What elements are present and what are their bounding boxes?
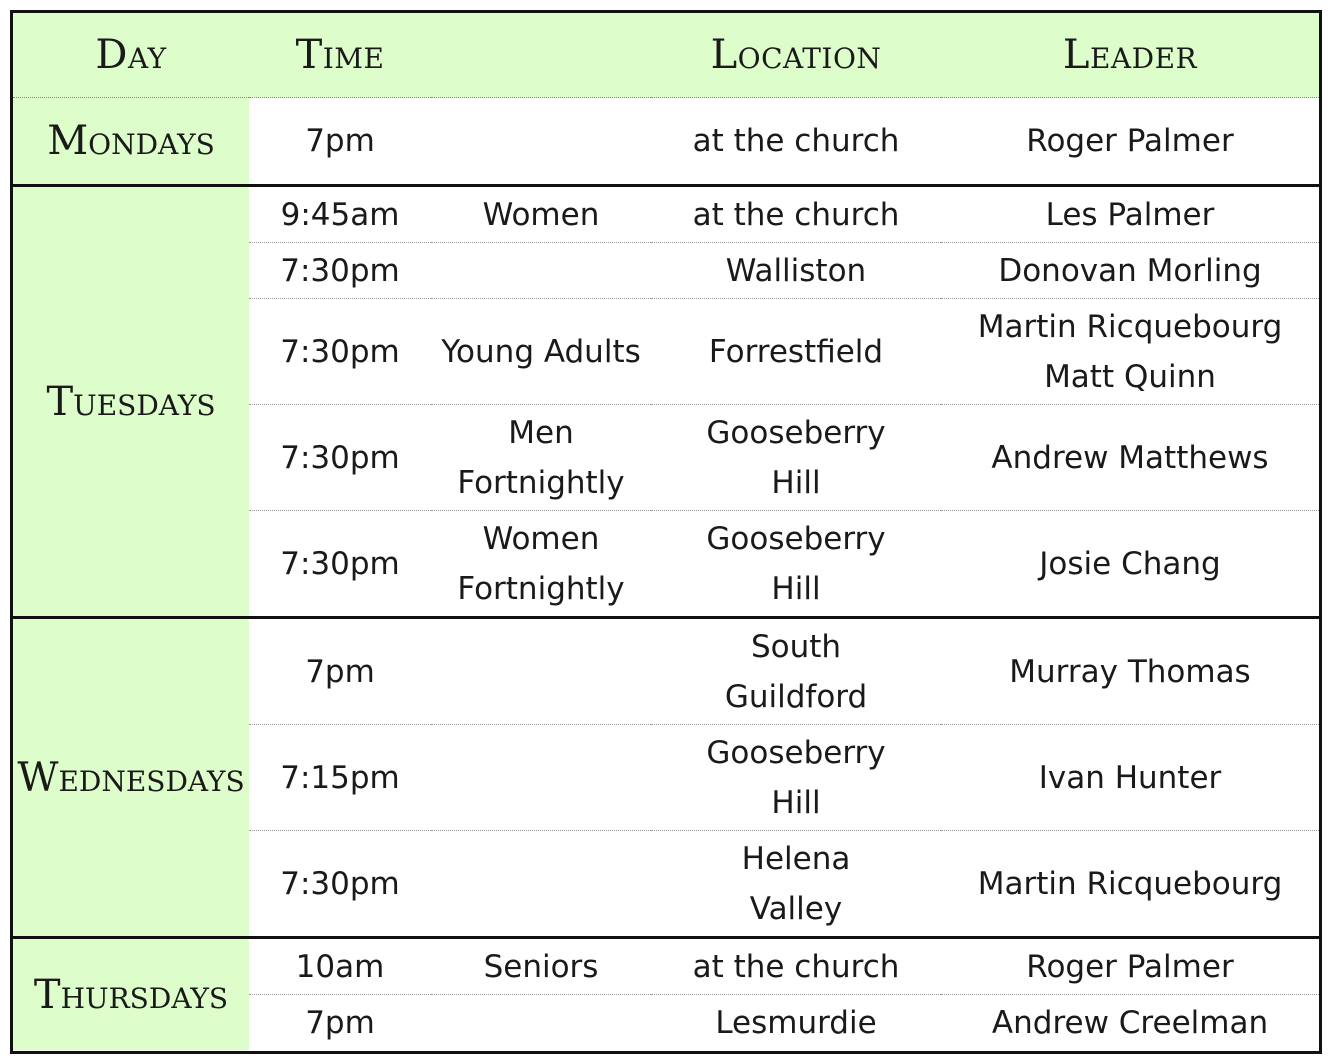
day-label-wednesdays: Wednesdays bbox=[13, 618, 249, 938]
table-row bbox=[13, 938, 1319, 995]
location-cell bbox=[651, 725, 941, 831]
schedule-table-frame bbox=[10, 10, 1322, 1054]
group-cell: Women bbox=[431, 186, 651, 243]
group-line-1: Men bbox=[508, 414, 574, 451]
leader-cell: Les Palmer bbox=[941, 186, 1319, 243]
group-cell bbox=[431, 98, 651, 186]
leader-cell: Martin Ricquebourg bbox=[941, 831, 1319, 938]
header-day: Day bbox=[13, 13, 249, 98]
leader-cell: Ivan Hunter bbox=[941, 725, 1319, 831]
leader-cell bbox=[941, 299, 1319, 405]
location-line-2: Guildford bbox=[724, 678, 868, 715]
header-row bbox=[13, 13, 1319, 98]
header-group bbox=[431, 13, 651, 98]
group-cell: Young Adults bbox=[431, 299, 651, 405]
location-cell bbox=[651, 831, 941, 938]
location-cell: Lesmurdie bbox=[651, 995, 941, 1051]
header-time: Time bbox=[249, 13, 431, 98]
location-cell bbox=[651, 618, 941, 725]
location-line-1: Gooseberry bbox=[706, 414, 886, 451]
location-cell: at the church bbox=[651, 938, 941, 995]
leader-line-2: Matt Quinn bbox=[1044, 358, 1216, 395]
location-line-2: Hill bbox=[771, 464, 821, 501]
group-cell bbox=[431, 995, 651, 1051]
group-cell bbox=[431, 831, 651, 938]
location-cell: Forrestfield bbox=[651, 299, 941, 405]
location-cell bbox=[651, 405, 941, 511]
group-line-2: Fortnightly bbox=[457, 570, 625, 607]
time-cell: 7:15pm bbox=[249, 725, 431, 831]
time-cell: 7:30pm bbox=[249, 511, 431, 618]
location-line-2: Hill bbox=[771, 784, 821, 821]
group-cell bbox=[431, 725, 651, 831]
group-line-1: Women bbox=[482, 520, 600, 557]
leader-cell: Roger Palmer bbox=[1026, 123, 1234, 159]
location-cell bbox=[651, 511, 941, 618]
header-leader: Leader bbox=[941, 13, 1319, 98]
location-cell: Walliston bbox=[651, 243, 941, 299]
location-line-1: Helena bbox=[741, 840, 851, 877]
leader-cell: Donovan Morling bbox=[941, 243, 1319, 299]
leader-cell: Andrew Matthews bbox=[941, 405, 1319, 511]
leader-line-1: Martin Ricquebourg bbox=[977, 308, 1283, 345]
day-label-thursdays: Thursdays bbox=[13, 938, 249, 1051]
leader-cell: Roger Palmer bbox=[941, 938, 1319, 995]
location-cell: at the church bbox=[692, 123, 900, 159]
group-cell bbox=[431, 618, 651, 725]
location-line-2: Valley bbox=[749, 890, 843, 927]
time-cell: 9:45am bbox=[249, 186, 431, 243]
group-cell: Seniors bbox=[431, 938, 651, 995]
group-cell bbox=[431, 405, 651, 511]
day-label-tuesdays: Tuesdays bbox=[13, 186, 249, 618]
schedule-table bbox=[13, 13, 1319, 1050]
time-cell: 7pm bbox=[305, 123, 375, 159]
time-cell: 10am bbox=[249, 938, 431, 995]
location-line-1: Gooseberry bbox=[706, 520, 886, 557]
leader-cell: Andrew Creelman bbox=[941, 995, 1319, 1051]
location-cell: at the church bbox=[651, 186, 941, 243]
group-cell bbox=[431, 511, 651, 618]
location-line-1: South bbox=[750, 628, 842, 665]
header-location: Location bbox=[651, 13, 941, 98]
time-cell: 7:30pm bbox=[249, 299, 431, 405]
time-cell: 7pm bbox=[249, 618, 431, 725]
day-label-mondays: Mondays bbox=[13, 98, 249, 186]
time-cell: 7:30pm bbox=[249, 405, 431, 511]
table-row bbox=[13, 618, 1319, 725]
time-cell: 7:30pm bbox=[249, 243, 431, 299]
table-row bbox=[13, 186, 1319, 243]
group-cell bbox=[431, 243, 651, 299]
leader-cell: Josie Chang bbox=[941, 511, 1319, 618]
time-cell: 7:30pm bbox=[249, 831, 431, 938]
leader-cell: Murray Thomas bbox=[941, 618, 1319, 725]
table-row bbox=[13, 98, 1319, 186]
location-line-2: Hill bbox=[771, 570, 821, 607]
group-line-2: Fortnightly bbox=[457, 464, 625, 501]
time-cell: 7pm bbox=[249, 995, 431, 1051]
location-line-1: Gooseberry bbox=[706, 734, 886, 771]
